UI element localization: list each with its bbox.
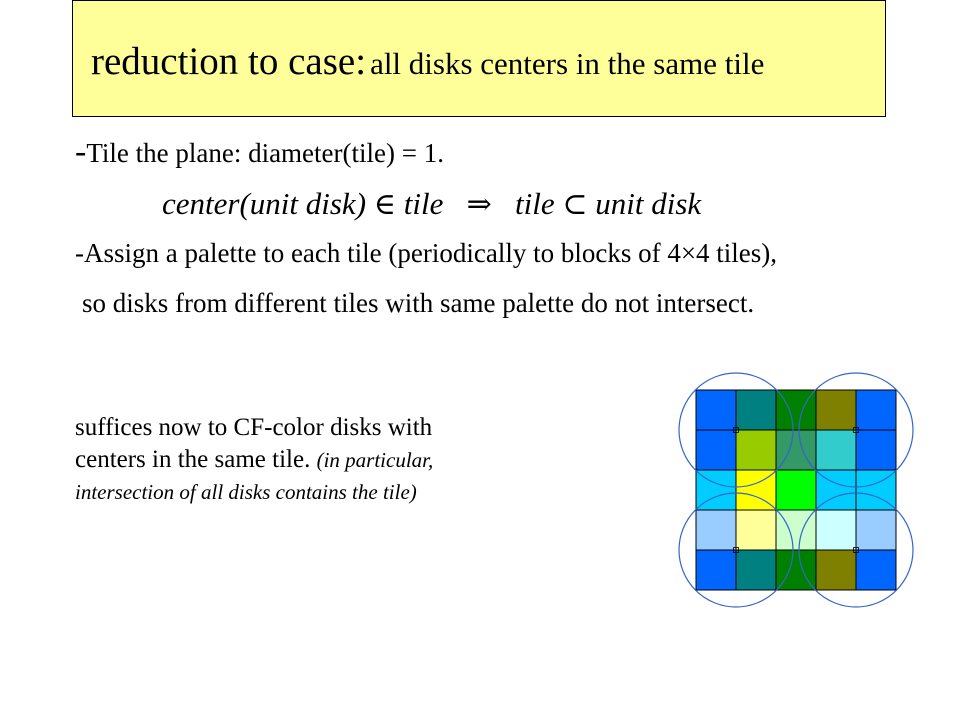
bullet-assign-palette: -Assign a palette to each tile (periodically to blocks of 4×4 tiles), (75, 238, 778, 268)
tile-cell (696, 550, 736, 590)
tile-cell (696, 430, 736, 470)
paragraph-note-2: intersection of all disks contains the tile) (75, 480, 417, 504)
tile-grid (696, 390, 896, 590)
tile-cell (696, 510, 736, 550)
tile-cell (736, 510, 776, 550)
title-part-2: all disks centers in the same tile (370, 46, 765, 81)
paragraph-line-2: centers in the same tile. (75, 446, 311, 473)
title-part-1: reduction to case: (91, 40, 367, 83)
tile-cell (696, 390, 736, 430)
tile-cell (816, 550, 856, 590)
paragraph-line-1: suffices now to CF-color disks with (75, 414, 433, 441)
formula-tile-2: tile (514, 186, 555, 221)
tile-cell (816, 510, 856, 550)
tile-cell (856, 390, 896, 430)
tile-cell (816, 430, 856, 470)
implies-symbol: ⇒ (466, 187, 492, 222)
tile-cell (856, 550, 896, 590)
paragraph-note-1: (in particular, (316, 448, 434, 472)
tile-cell (856, 510, 896, 550)
tile-cell (736, 430, 776, 470)
formula-rhs: unit disk (595, 186, 702, 221)
subset-symbol: ⊂ (562, 187, 588, 222)
bullet-tile-plane-text: Tile the plane: diameter(tile) = 1. (86, 138, 444, 168)
tile-cell (776, 470, 816, 510)
tile-cell (816, 390, 856, 430)
formula-lhs: center(unit disk) (162, 186, 367, 221)
bullet-dash: - (75, 133, 87, 170)
element-of-symbol: ∈ (373, 187, 396, 222)
tile-cell (736, 390, 776, 430)
tile-cell (856, 430, 896, 470)
formula-tile-1: tile (403, 186, 444, 221)
tile-cell (736, 550, 776, 590)
bullet-disks-no-intersect: so disks from different tiles with same palette do not intersect. (82, 288, 755, 318)
